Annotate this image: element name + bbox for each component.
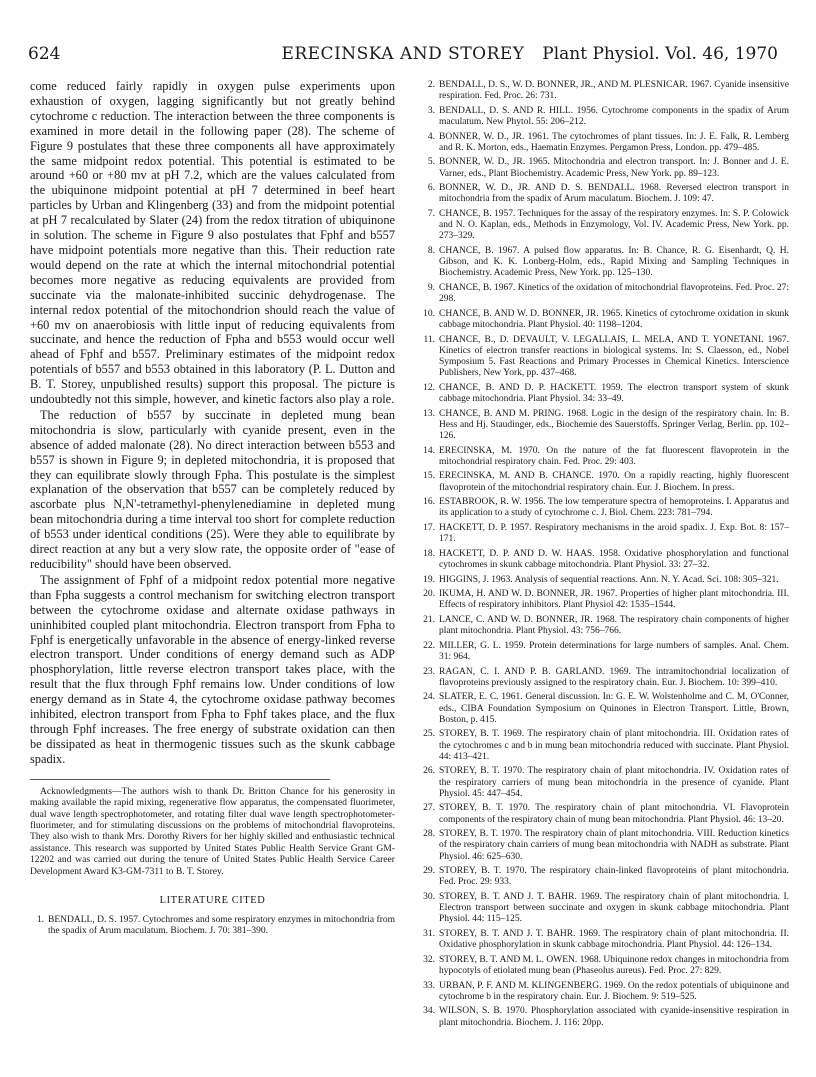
- reference-item: [421, 409, 789, 443]
- running-head: ERECINSKA AND STOREY: [281, 44, 525, 64]
- reference-number: 24.: [423, 692, 435, 703]
- reference-text: STOREY, B. T. AND J. T. BAHR. 1969. The respiratory chain of plant mitochondria. I. Electron transport between succinate and oxygen in skunk cabbage mitochondria. Plant Physiol. 44: 115–125.: [439, 891, 789, 925]
- reference-item: [421, 335, 789, 380]
- reference-text: STOREY, B. T. AND J. T. BAHR. 1969. The respiratory chain of plant mitochondria. II. Oxidative phosphorylation in skunk cabbage mitochondria. Plant Physiol. 44: 126–134.: [439, 928, 789, 951]
- section-divider: [30, 779, 330, 780]
- reference-number: 20.: [423, 589, 435, 600]
- reference-text: ESTABROOK, R. W. 1956. The low temperature spectra of hemoproteins. I. Apparatus and its application to a study of cytochrome c. J. Biol. Chem. 223: 781–794.: [439, 497, 789, 519]
- reference-text: CHANCE, B. AND D. P. HACKETT. 1959. The electron transport system of skunk cabbage mitochondria. Plant Physiol. 34: 33–49.: [439, 382, 789, 404]
- reference-text: BONNER, W. D., JR. 1961. The cytochromes of plant tissues. In: J. E. Falk, R. Lemberg and R. K. Morton, eds., Haematin Enzymes. Pergamon Press, London. pp. 479–485.: [439, 131, 789, 153]
- reference-number: 13.: [423, 408, 435, 419]
- reference-item: [421, 106, 789, 128]
- reference-number: 25.: [423, 729, 435, 740]
- reference-text: CHANCE, B. AND W. D. BONNER, JR. 1965. Kinetics of cytochrome oxidation in skunk cabbage mitochondria. Plant Physiol. 40: 1198–1204.: [439, 308, 789, 330]
- reference-item: [421, 929, 789, 951]
- reference-item: [421, 132, 789, 154]
- reference-text: SLATER, E. C. 1961. General discussion. In: G. E. W. Wolstenholme and C. M. O'Conner, eds., CIBA Foundation Symposium on Quinones in Electron Transport. Little, Brown, Boston, p. 415.: [439, 692, 789, 725]
- reference-item: [421, 981, 789, 1003]
- reference-item: [421, 157, 789, 179]
- reference-text: STOREY, B. T. 1970. The respiratory chain-linked flavoproteins of plant mitochondria. Fed. Proc. 29: 933.: [439, 866, 789, 888]
- reference-item: [421, 766, 789, 800]
- reference-item: [421, 615, 789, 637]
- acknowledgments: Acknowledgments—The authors wish to thank Dr. Britton Chance for his generosity in making available the rapid mixing, regenerative flow apparatus, the compensated fluorimeter, dual wave length spectrophotometer, and rotating filter dual wave length spectrophotometer-fluorimeter, and for stimulating discussions on the problems of mitochondrial flavoproteins. They also wish to thank Mrs. Dorothy Rivers for her highly skilled and enthusiastic technical assistance. This research was supported by United States Public Health Service Grant GM-12202 and was carried out during the tenure of United States Public Health Service Career Development Award K3-GM-7311 to B. T. Storey.: [30, 785, 395, 877]
- reference-text: MILLER, G. L. 1959. Protein determinations for large numbers of samples. Anal. Chem. 31: 964.: [439, 640, 789, 662]
- reference-list-right: [421, 80, 789, 1029]
- reference-item: [421, 667, 789, 689]
- reference-text: HACKETT, D. P. 1957. Respiratory mechanisms in the aroid spadix. J. Exp. Bot. 8: 157–171.: [439, 522, 789, 545]
- reference-number: 30.: [423, 891, 435, 902]
- reference-item: [421, 471, 789, 493]
- reference-item: [421, 80, 789, 102]
- reference-item: [421, 955, 789, 977]
- reference-number: 28.: [423, 829, 435, 840]
- right-column: [421, 80, 789, 1032]
- reference-number: 11.: [423, 334, 435, 345]
- reference-number: 27.: [423, 803, 435, 814]
- reference-number: 4.: [427, 131, 435, 142]
- reference-text: WILSON, S. B. 1970. Phosphorylation associated with cyanide-insensitive respiration in plant mitochondria. Biochem. J. 116: 20pp.: [439, 1006, 789, 1028]
- body-paragraph: The assignment of Fphf of a midpoint redox potential more negative than Fpha suggests a control mechanism for switching electron transport between the cytochrome oxidase and alternate oxidase pathways in uninhibited coupled plant mitochondria. Electron transport from Fpha to Fphf is energetically unfavorable in the absence of energy-linked reverse electron transport. Under conditions of energy demand such as ADP phosphorylation, little reverse electron transport takes place, with the result that the flux through Fphf remains low. Under conditions of low energy demand as in State 4, the cytochrome oxidase pathway becomes inhibited, electron transport from Fpha to Fphf takes place, and the flux through Fphf increases. The free energy of substrate oxidation can then be dissipated as heat in thermogenic tissues such as the skunk cabbage spadix.: [30, 572, 395, 766]
- reference-text: BENDALL, D. S. AND R. HILL. 1956. Cytochrome components in the spadix of Arum maculatum. New Phytol. 55: 206–212.: [439, 105, 789, 127]
- reference-text: CHANCE, B. 1967. Kinetics of the oxidation of mitochondrial flavoproteins. Fed. Proc. 27: 298.: [439, 282, 789, 305]
- reference-text: CHANCE, B. AND M. PRING. 1968. Logic in the design of the respiratory chain. In: B. Hess and Hj. Staudinger, eds., Biochemie des Sauerstoffs. Springer Verlag, Berlin. pp. 102–126.: [439, 408, 789, 441]
- body-paragraph: come reduced fairly rapidly in oxygen pulse experiments upon exhaustion of oxygen, lagging significantly but not greatly behind cytochrome c reduction. The interaction between the three components is examined in more detail in the following paper (28). The scheme of Figure 9 postulates that these three components all have approximately the same midpoint redox potential. This potential is estimated to be around +60 or +80 mv at pH 7.2, which are the values calculated from the ubiquinone midpoint potential at pH 7 determined in beef heart particles by Urban and Klingenberg (33) and from the midpoint potential at pH 7 recalculated by Slater (24) from the redox titration of ubiquinone in solution. The scheme in Figure 9 also postulates that Fphf and b557 have midpoint potentials more negative than this. Their reduction rate would depend on the rate at which the internal mitochondrial potential becomes more negative as reducing equivalents are provided from succinate via the malonate-inhibited succinic dehydrogenase. The internal redox potential of the mitochondrion should reach the value of +60 mv on anaerobiosis with little input of reducing equivalents from succinate, and hence the reduction of Fpha and b553 would occur well ahead of Fphf and b557. Preliminary estimates of the midpoint redox potentials of b557 and b553 obtained in this laboratory (P. L. Dutton and B. T. Storey, unpublished results) support this proposal. The picture is undoubtedly not this simple, however, and kinetic factors also play a role.: [30, 79, 395, 407]
- reference-number: 32.: [423, 954, 435, 965]
- reference-text: URBAN, P. F. AND M. KLINGENBERG. 1969. On the redox potentials of ubiquinone and cytochrome b in the respiratory chain. Eur. J. Biochem. 9: 519–525.: [439, 980, 789, 1002]
- reference-number: 22.: [423, 640, 435, 651]
- reference-number: 8.: [427, 245, 435, 256]
- reference-item: [421, 892, 789, 926]
- reference-item: [421, 729, 789, 763]
- literature-cited-heading: LITERATURE CITED: [159, 894, 266, 906]
- reference-text: HIGGINS, J. 1963. Analysis of sequential reactions. Ann. N. Y. Acad. Sci. 108: 305–321.: [439, 574, 779, 585]
- reference-text: STOREY, B. T. 1970. The respiratory chain of plant mitochondria. VI. Flavoprotein components of the respiratory chain of mung bean mitochondria. Plant Physiol. 46: 13–20.: [439, 803, 789, 825]
- reference-number: 2.: [427, 80, 435, 90]
- reference-text: BONNER, W. D., JR. AND D. S. BENDALL. 1968. Reversed electron transport in mitochondria from the spadix of Arum maculatum. Biochem. J. 109: 47.: [439, 183, 789, 205]
- body-paragraph: The reduction of b557 by succinate in depleted mung bean mitochondria is slow, particularly with cyanide present, even in the absence of added malonate (28). No direct interaction between b553 and b557 is shown in Figure 9; in depleted mitochondria, it is proposed that they can equilibrate slowly through Fpha. This postulate is the simplest explanation of the observation that b557 can be completely reduced by ascorbate plus N,N'-tetramethyl-phenylenediamine in depleted mung bean mitochondria during a time interval too short for complete reduction of b553 under identical conditions (25). Were they able to equilibrate by direct reaction at any but a very slow rate, the opposite order of "ease of reducibility" should have been observed.: [30, 407, 395, 571]
- reference-number: 17.: [423, 522, 435, 533]
- reference-item: [421, 641, 789, 663]
- reference-item: [421, 523, 789, 545]
- reference-item: [421, 575, 789, 586]
- reference-text: CHANCE, B. 1967. A pulsed flow apparatus. In: B. Chance, R. G. Eisenhardt, Q. H. Gibson, and K. K. Lonberg-Holm, eds., Rapid Mixing and Sampling Techniques in Biochemistry. Academic Press, New York. pp. 125–130.: [439, 245, 789, 279]
- reference-number: 23.: [423, 666, 435, 677]
- reference-item: [421, 283, 789, 305]
- reference-text: RAGAN, C. I. AND P. B. GARLAND. 1969. The intramitochondrial localization of flavoproteins previously assigned to the respiratory chain. Eur. J. Biochem. 10: 399–410.: [439, 666, 789, 688]
- reference-text: HACKETT, D. P. AND D. W. HAAS. 1958. Oxidative phosphorylation and functional cytochromes in skunk cabbage mitochondria. Plant Physiol. 33: 27–32.: [439, 548, 789, 570]
- reference-text: BENDALL, D. S., W. D. BONNER, JR., AND M. PLESNICAR. 1967. Cyanide insensitive respiration. Fed. Proc. 26: 731.: [439, 80, 789, 102]
- reference-text: STOREY, B. T. 1970. The respiratory chain of plant mitochondria. VIII. Reduction kinetics of the respiratory chain carriers of mung bean mitochondria with NADH as substrate. Plant Physiol. 46: 625–630.: [439, 829, 789, 862]
- reference-text: ERECINSKA, M. 1970. On the nature of the fat fluorescent flavoprotein in the mitochondrial respiratory chain. Fed. Proc. 29: 403.: [439, 445, 789, 467]
- page-header: [28, 44, 778, 68]
- reference-item: [421, 589, 789, 611]
- reference-number: 10.: [423, 308, 435, 319]
- reference-item: [421, 383, 789, 405]
- reference-number: 34.: [423, 1006, 435, 1017]
- reference-text: LANCE, C. AND W. D. BONNER, JR. 1968. The respiratory chain components of higher plant mitochondria. Plant Physiol. 43: 756–766.: [439, 614, 789, 637]
- reference-text: IKUMA, H. AND W. D. BONNER, JR. 1967. Properties of higher plant mitochondria. III. Effects of respiratory inhibitors. Plant Physiol 42: 1535–1544.: [439, 589, 789, 611]
- reference-number: 15.: [423, 471, 435, 482]
- reference-number: 33.: [423, 980, 435, 991]
- reference-text: ERECINSKA, M. AND B. CHANCE. 1970. On a rapidly reacting, highly fluorescent flavoprotein of the mitochondrial respiratory chain. Eur. J. Biochem. In press.: [439, 471, 789, 493]
- reference-item: [421, 1006, 789, 1028]
- reference-text: STOREY, B. T. AND M. L. OWEN. 1968. Ubiquinone redox changes in mitochondria from hypocotyls of etiolated mung bean (Phaseolus aureus). Fed. Proc. 27: 829.: [439, 954, 789, 976]
- reference-text: CHANCE, B. 1957. Techniques for the assay of the respiratory enzymes. In: S. P. Colowick and N. O. Kaplan, eds., Methods in Enzymology, Vol. IV. Academic Press, New York. pp. 273–329.: [439, 208, 789, 242]
- reference-item: [421, 549, 789, 571]
- reference-text: STOREY, B. T. 1970. The respiratory chain of plant mitochondria. IV. Oxidation rates of the respiratory carriers of mung bean mitochondria in the presence of cyanide. Plant Physiol. 45: 447–454.: [439, 766, 789, 799]
- reference-text: BENDALL, D. S. 1957. Cytochromes and some respiratory enzymes in mitochondria from the spadix of Arum maculatum. Biochem. J. 70: 381–390.: [48, 914, 395, 937]
- reference-item: [421, 866, 789, 888]
- reference-number: 26.: [423, 766, 435, 777]
- reference-item: [421, 309, 789, 331]
- reference-text: BONNER, W. D., JR. 1965. Mitochondria and electron transport. In: J. Bonner and J. E. Varner, eds., Plant Biochemistry. Academic Press, New York. pp. 89–123.: [439, 157, 789, 179]
- reference-item: [421, 209, 789, 243]
- reference-number: 16.: [423, 497, 435, 508]
- reference-number: 5.: [427, 157, 435, 168]
- reference-number: 1.: [36, 914, 44, 925]
- reference-number: 14.: [423, 445, 435, 456]
- reference-item: [421, 183, 789, 205]
- reference-number: 12.: [423, 382, 435, 393]
- reference-item: [421, 803, 789, 825]
- journal-citation: Plant Physiol. Vol. 46, 1970: [542, 44, 778, 64]
- reference-item: [30, 915, 395, 937]
- reference-text: STOREY, B. T. 1969. The respiratory chain of plant mitochondria. III. Oxidation rates of the cytochromes c and b in mung bean mitochondria reduced with succinate. Plant Physiol. 44: 413–421.: [439, 729, 789, 762]
- reference-number: 9.: [427, 282, 435, 293]
- reference-number: 31.: [423, 928, 435, 939]
- reference-list-left: [30, 915, 395, 937]
- reference-number: 29.: [423, 866, 435, 877]
- reference-text: CHANCE, B., D. DEVAULT, V. LEGALLAIS, L. MELA, AND T. YONETANI. 1967. Kinetics of electron transfer reactions in biological systems. In: S. Claesson, ed., Nobel Symposium 5. Fast Reactions and Primary Processes in Chemical Kinetics. Interscience Publishers, New York, pp. 437–468.: [439, 334, 789, 379]
- reference-number: 21.: [423, 614, 435, 625]
- reference-item: [421, 692, 789, 726]
- reference-number: 18.: [423, 548, 435, 559]
- reference-item: [421, 246, 789, 280]
- reference-number: 19.: [423, 574, 435, 585]
- reference-item: [421, 829, 789, 863]
- reference-item: [421, 446, 789, 468]
- reference-number: 6.: [427, 183, 435, 194]
- left-column: [30, 79, 395, 937]
- reference-item: [421, 497, 789, 519]
- reference-number: 7.: [427, 208, 435, 219]
- reference-number: 3.: [427, 105, 435, 116]
- page-number: 624: [28, 44, 61, 64]
